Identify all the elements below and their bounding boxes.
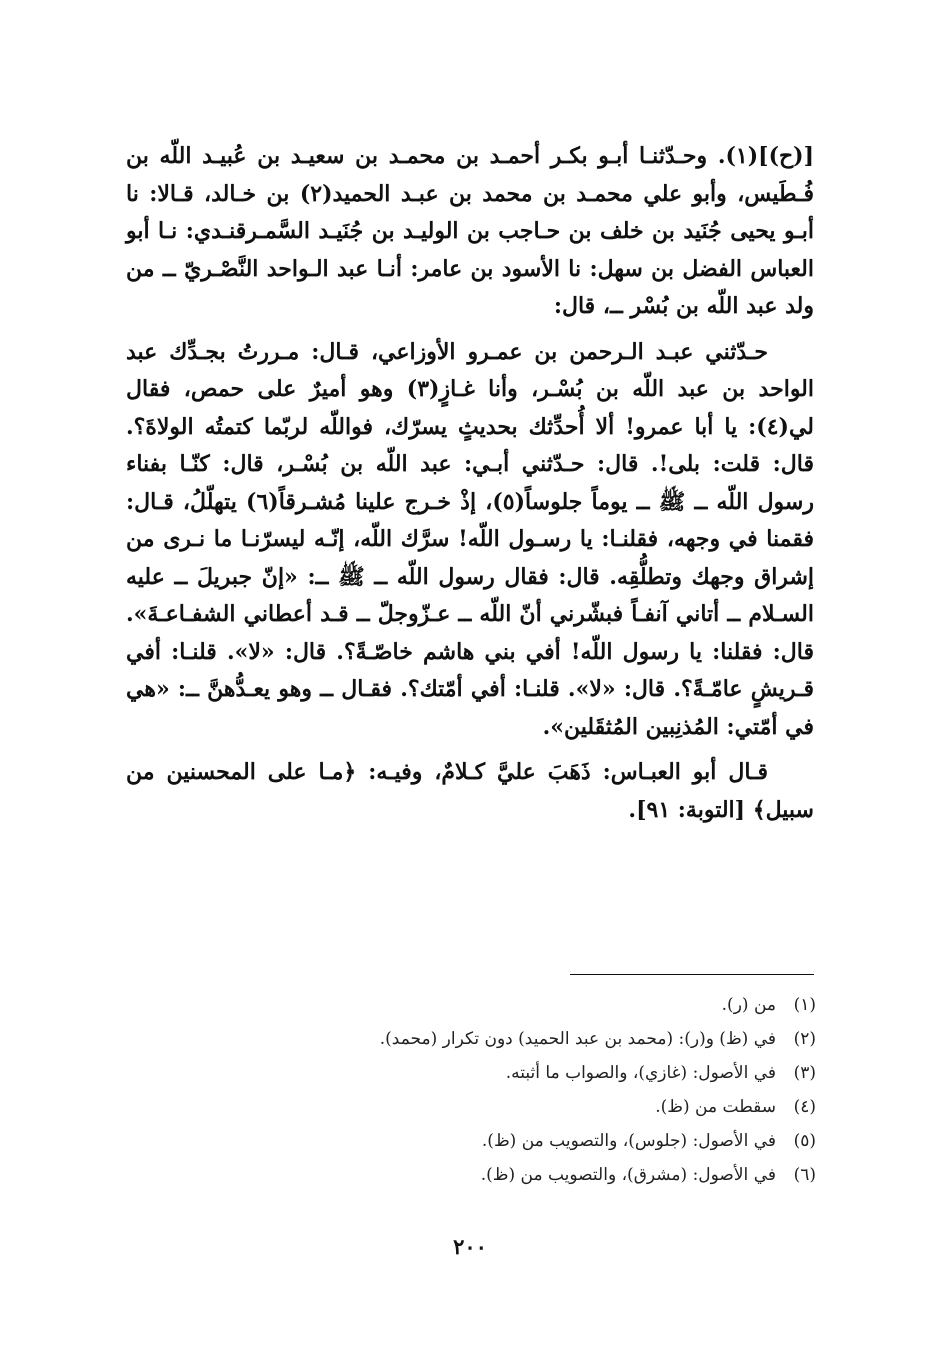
footnote-text: من (ر). [721,995,776,1015]
footnote-3 [126,1056,816,1090]
footnote-text: في الأصول: (جلوس)، والتصويب من (ظ). [481,1131,776,1151]
footnote-5 [126,1124,816,1158]
footnote-text: في الأصول: (غازي)، والصواب ما أثبته. [505,1063,776,1083]
main-text [126,138,814,829]
paragraph-comment: قـال أبو العبـاس: ذَهَبَ عليَّ كـلامٌ، وفيـه: ﴿مـا على المحسنين من سبيل﴾ [التوبة: ٩١]. [126,759,814,823]
paragraph-isnad: [(ح)](١). وحـدّثنـا أبـو بكـر أحمـد بن محمـد بن سعيـد بن عُبيـد اللّه بن فُـطَيس، وأبو علي محمـد بن محمد بن عبـد الحميد(٢) بن خـالد، قـالا: نا أبـو يحيى جُنَيد بن خلف بن حـاجب بن الوليـد بن جُنَيـد السَّمـرقنـدي: نـا أبو العباس الفضل بن سهل: نا الأسود بن عامر: أنـا عبد الـواحد النَّصْـريّ ــ من ولد عبد اللّه بن بُسْر ــ، قال: [126,143,814,319]
footnote-2 [126,1022,816,1056]
footnote-number: (٥) [793,1131,816,1151]
footnote-number: (٦) [793,1165,816,1185]
footnotes [126,988,816,1192]
footnote-number: (٣) [793,1063,816,1083]
footnote-6 [126,1158,816,1192]
paragraph-hadith: حـدّثني عبـد الـرحمن بن عمـرو الأوزاعي، قـال: مـررتُ بجـدِّك عبد الواحد بن عبد اللّه بن بُسْـر، وأنا غـازٍ(٣) وهو أميرٌ على حمص، فقال لي(٤): يا أبا عمرو! ألا أُحدِّثك بحديثٍ يسرّك، فواللّه لربّما كتمتُه الولاةَ؟. قال: قلت: بلى!. قال: حـدّثني أبـي: عبد اللّه بن بُسْـر، قال: كنّـا بفناء رسول اللّه ــ ﷺ ــ يوماً جلوساً(٥)، إذْ خـرج علينا مُشـرقاً(٦) يتهلّلُ، قـال: فقمنا في وجهه، فقلنـا: يا رسـول اللّه! سرَّك اللّه، إنّـه ليسرّنـا ما نـرى من إشراق وجهك وتطلُّقِه. قال: فقال رسول اللّه ــ ﷺ ــ: «إنّ جبريلَ ــ عليه السـلام ــ أتاني آنفـاً فبشّرني أنّ اللّه ــ عـزّوجلّ ــ قـد أعطاني الشفـاعـةَ». قال: فقلنا: يا رسول اللّه! أفي بني هاشم خاصّـةً؟. قال: «لا». قلنـا: أفي قـريشٍ عامّـةً؟. قال: «لا». قلنـا: أفي أمّتك؟. فقـال ــ وهو يعـدُّهنَّ ــ: «هي في أمّتي: المُذنِبين المُثقَلين». [126,338,815,740]
footnote-text: سقطت من (ظ). [655,1097,776,1117]
footnote-4 [126,1090,816,1124]
footnote-text: في (ظ) و(ر): (محمد بن عبد الحميد) دون تكرار (محمد). [379,1029,776,1049]
footnote-1 [126,988,816,1022]
footnote-number: (١) [793,995,816,1015]
footnote-number: (٢) [793,1029,816,1049]
page-number: ٢٠٠ [453,1234,487,1259]
footnote-text: في الأصول: (مشرق)، والتصويب من (ظ). [480,1165,776,1185]
footnote-number: (٤) [793,1097,816,1117]
footnote-separator [570,974,814,975]
